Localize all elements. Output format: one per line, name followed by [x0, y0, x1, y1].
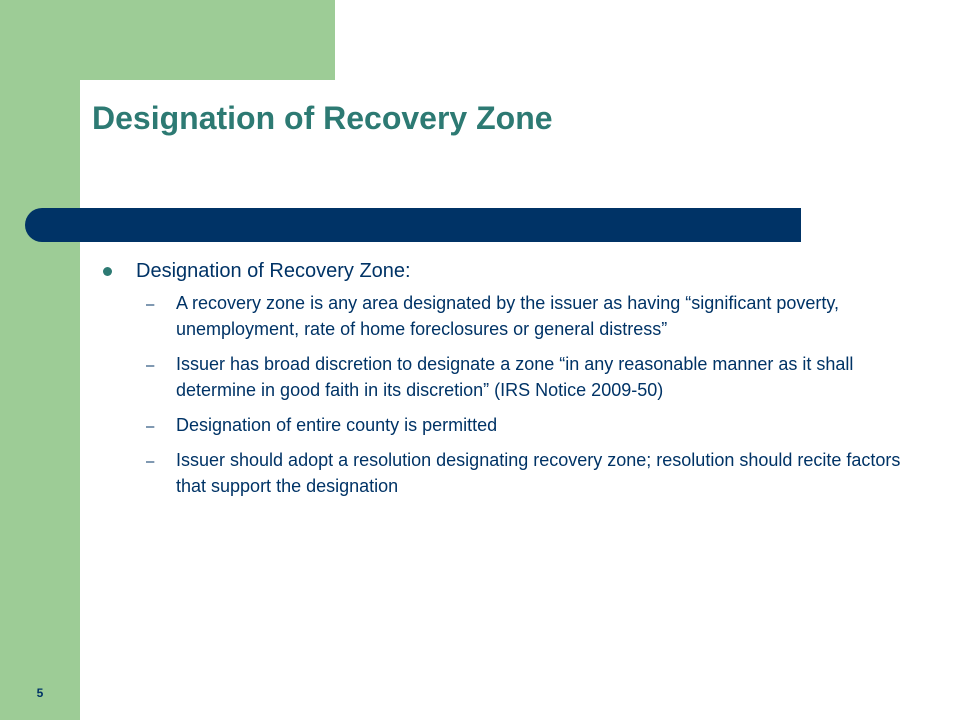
sub-bullet-text: Designation of entire county is permitted [176, 415, 498, 435]
page-number: 5 [36, 686, 44, 700]
bullet-item [100, 256, 930, 286]
sub-bullet-text: Issuer should adopt a resolution designating recovery zone; resolution should recite factors that support the designation [176, 450, 901, 496]
bullet-text: Designation of Recovery Zone: [136, 260, 411, 282]
slide-body [100, 256, 930, 508]
green-sidebar-decoration [0, 0, 80, 720]
dash-icon: – [146, 296, 155, 313]
dash-icon: – [146, 453, 155, 470]
dash-icon: – [146, 418, 155, 435]
bullet-dot-icon [103, 267, 112, 276]
sub-bullet-text: A recovery zone is any area designated by the issuer as having “significant poverty, unemployment, rate of home foreclosures or general distress” [176, 293, 840, 339]
sub-bullet-item [100, 290, 930, 342]
sub-bullet-text: Issuer has broad discretion to designate a zone “in any reasonable manner as it shall determine in good faith in its discretion” (IRS Notice 2009-50) [176, 354, 854, 400]
sub-bullet-item [100, 351, 930, 403]
green-header-decoration [0, 0, 335, 80]
sub-bullet-item [100, 447, 930, 499]
sub-bullet-item [100, 412, 930, 438]
title-divider-bar [25, 208, 801, 242]
slide-title: Designation of Recovery Zone [92, 100, 553, 136]
dash-icon: – [146, 357, 155, 374]
sub-bullet-list [100, 290, 930, 499]
